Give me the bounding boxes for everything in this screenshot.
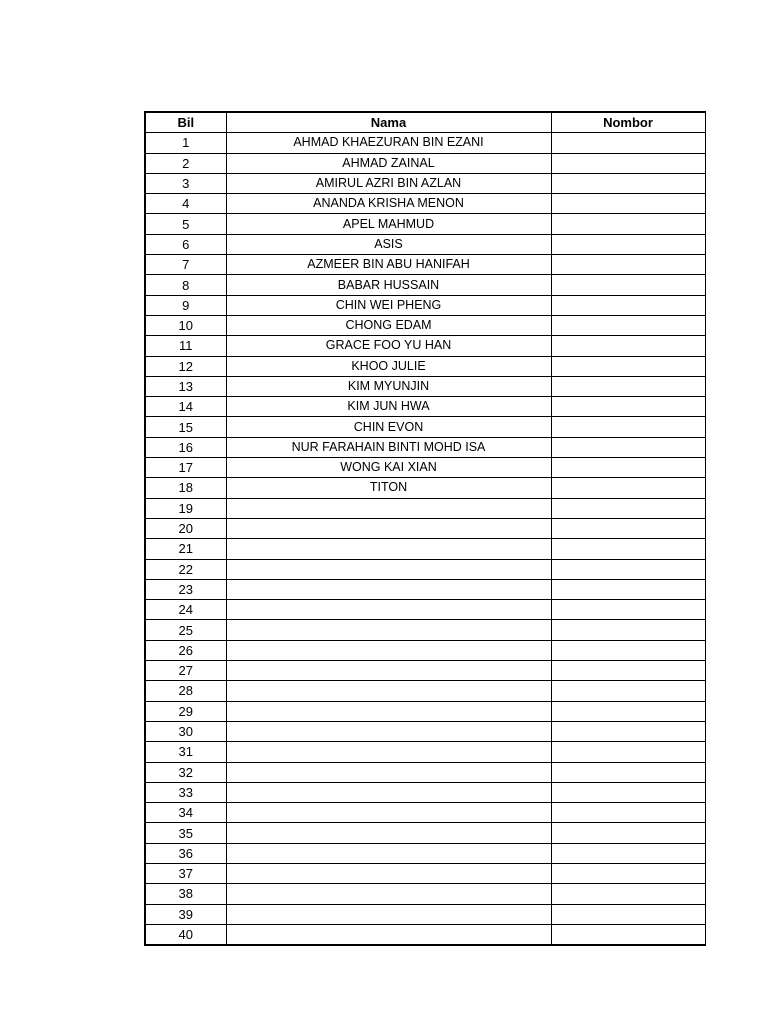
cell-bil: 23 — [145, 579, 226, 599]
table-row — [145, 924, 705, 945]
table-row — [145, 234, 705, 254]
cell-bil: 34 — [145, 803, 226, 823]
cell-nombor — [551, 173, 705, 193]
cell-bil: 13 — [145, 376, 226, 396]
table-row — [145, 315, 705, 335]
cell-nama: GRACE FOO YU HAN — [226, 336, 551, 356]
cell-nama: ANANDA KRISHA MENON — [226, 194, 551, 214]
cell-nombor — [551, 924, 705, 945]
table-row — [145, 417, 705, 437]
table-row — [145, 559, 705, 579]
cell-bil: 27 — [145, 661, 226, 681]
cell-nombor — [551, 275, 705, 295]
cell-bil: 5 — [145, 214, 226, 234]
cell-nombor — [551, 234, 705, 254]
cell-bil: 24 — [145, 600, 226, 620]
cell-bil: 2 — [145, 153, 226, 173]
cell-bil: 6 — [145, 234, 226, 254]
cell-bil: 40 — [145, 924, 226, 945]
cell-bil: 7 — [145, 255, 226, 275]
header-bil: Bil — [145, 112, 226, 133]
cell-nombor — [551, 397, 705, 417]
cell-nama: BABAR HUSSAIN — [226, 275, 551, 295]
cell-nama — [226, 721, 551, 741]
table-row — [145, 884, 705, 904]
cell-nama — [226, 661, 551, 681]
cell-bil: 31 — [145, 742, 226, 762]
cell-bil: 38 — [145, 884, 226, 904]
cell-nama — [226, 863, 551, 883]
table-row — [145, 620, 705, 640]
cell-nombor — [551, 559, 705, 579]
table-row — [145, 478, 705, 498]
cell-bil: 18 — [145, 478, 226, 498]
cell-bil: 22 — [145, 559, 226, 579]
cell-nombor — [551, 579, 705, 599]
cell-nombor — [551, 782, 705, 802]
table-row — [145, 153, 705, 173]
cell-nombor — [551, 904, 705, 924]
cell-nama: KIM JUN HWA — [226, 397, 551, 417]
cell-nama: ASIS — [226, 234, 551, 254]
cell-bil: 32 — [145, 762, 226, 782]
cell-nama — [226, 681, 551, 701]
cell-nombor — [551, 255, 705, 275]
table-row — [145, 133, 705, 153]
cell-bil: 15 — [145, 417, 226, 437]
cell-bil: 12 — [145, 356, 226, 376]
cell-nombor — [551, 356, 705, 376]
cell-nama — [226, 640, 551, 660]
cell-nama — [226, 518, 551, 538]
table-row — [145, 397, 705, 417]
cell-nama: KHOO JULIE — [226, 356, 551, 376]
cell-nombor — [551, 417, 705, 437]
cell-bil: 37 — [145, 863, 226, 883]
cell-bil: 30 — [145, 721, 226, 741]
cell-bil: 33 — [145, 782, 226, 802]
cell-nombor — [551, 498, 705, 518]
cell-nama — [226, 924, 551, 945]
cell-nama — [226, 498, 551, 518]
table-row — [145, 863, 705, 883]
cell-nombor — [551, 803, 705, 823]
cell-nama: AHMAD ZAINAL — [226, 153, 551, 173]
cell-nombor — [551, 133, 705, 153]
cell-nama — [226, 823, 551, 843]
cell-nombor — [551, 194, 705, 214]
table-header-row — [145, 112, 705, 133]
cell-nombor — [551, 742, 705, 762]
header-nama: Nama — [226, 112, 551, 133]
table-row — [145, 275, 705, 295]
name-list-table — [144, 111, 706, 946]
cell-nombor — [551, 214, 705, 234]
cell-nombor — [551, 620, 705, 640]
table-row — [145, 803, 705, 823]
table-row — [145, 255, 705, 275]
cell-nombor — [551, 823, 705, 843]
table-row — [145, 458, 705, 478]
table-row — [145, 336, 705, 356]
cell-nombor — [551, 640, 705, 660]
cell-nama — [226, 904, 551, 924]
cell-nombor — [551, 295, 705, 315]
table-row — [145, 742, 705, 762]
table-row — [145, 661, 705, 681]
cell-nama — [226, 620, 551, 640]
cell-nama: AHMAD KHAEZURAN BIN EZANI — [226, 133, 551, 153]
cell-nama — [226, 884, 551, 904]
cell-nombor — [551, 153, 705, 173]
table-row — [145, 843, 705, 863]
cell-nombor — [551, 336, 705, 356]
cell-bil: 9 — [145, 295, 226, 315]
cell-nama: TITON — [226, 478, 551, 498]
table-row — [145, 823, 705, 843]
cell-nama — [226, 782, 551, 802]
cell-nama — [226, 701, 551, 721]
cell-bil: 4 — [145, 194, 226, 214]
cell-nombor — [551, 478, 705, 498]
cell-nombor — [551, 701, 705, 721]
cell-nombor — [551, 762, 705, 782]
cell-bil: 3 — [145, 173, 226, 193]
cell-bil: 10 — [145, 315, 226, 335]
cell-bil: 39 — [145, 904, 226, 924]
table-row — [145, 173, 705, 193]
table-row — [145, 437, 705, 457]
cell-nombor — [551, 518, 705, 538]
cell-nama — [226, 803, 551, 823]
table-row — [145, 600, 705, 620]
cell-nama — [226, 600, 551, 620]
cell-bil: 26 — [145, 640, 226, 660]
cell-bil: 14 — [145, 397, 226, 417]
cell-bil: 8 — [145, 275, 226, 295]
cell-bil: 19 — [145, 498, 226, 518]
cell-nama: AMIRUL AZRI BIN AZLAN — [226, 173, 551, 193]
table-body — [145, 133, 705, 945]
cell-nombor — [551, 884, 705, 904]
cell-nombor — [551, 600, 705, 620]
cell-nama: CHIN EVON — [226, 417, 551, 437]
cell-nama: NUR FARAHAIN BINTI MOHD ISA — [226, 437, 551, 457]
cell-nombor — [551, 661, 705, 681]
cell-bil: 29 — [145, 701, 226, 721]
cell-bil: 1 — [145, 133, 226, 153]
cell-nombor — [551, 681, 705, 701]
cell-nama: CHONG EDAM — [226, 315, 551, 335]
cell-bil: 35 — [145, 823, 226, 843]
table-row — [145, 214, 705, 234]
cell-bil: 17 — [145, 458, 226, 478]
cell-nama — [226, 742, 551, 762]
cell-bil: 20 — [145, 518, 226, 538]
cell-nombor — [551, 315, 705, 335]
cell-nombor — [551, 863, 705, 883]
cell-bil: 21 — [145, 539, 226, 559]
cell-nama: KIM MYUNJIN — [226, 376, 551, 396]
table-row — [145, 681, 705, 701]
table-row — [145, 498, 705, 518]
cell-nama — [226, 559, 551, 579]
cell-nombor — [551, 721, 705, 741]
table-row — [145, 701, 705, 721]
cell-nama: AZMEER BIN ABU HANIFAH — [226, 255, 551, 275]
cell-nama: WONG KAI XIAN — [226, 458, 551, 478]
header-nombor: Nombor — [551, 112, 705, 133]
cell-nama — [226, 579, 551, 599]
table-row — [145, 376, 705, 396]
cell-nombor — [551, 843, 705, 863]
table-row — [145, 518, 705, 538]
table-row — [145, 762, 705, 782]
cell-nama — [226, 762, 551, 782]
cell-nombor — [551, 437, 705, 457]
cell-nama — [226, 843, 551, 863]
cell-nama: CHIN WEI PHENG — [226, 295, 551, 315]
cell-bil: 11 — [145, 336, 226, 356]
table-row — [145, 721, 705, 741]
table-row — [145, 904, 705, 924]
cell-bil: 36 — [145, 843, 226, 863]
cell-nama: APEL MAHMUD — [226, 214, 551, 234]
table-viewport — [144, 111, 653, 949]
table-row — [145, 579, 705, 599]
table-row — [145, 539, 705, 559]
table-row — [145, 782, 705, 802]
cell-nama — [226, 539, 551, 559]
table-row — [145, 640, 705, 660]
cell-bil: 16 — [145, 437, 226, 457]
table-row — [145, 295, 705, 315]
cell-nombor — [551, 458, 705, 478]
cell-bil: 25 — [145, 620, 226, 640]
cell-bil: 28 — [145, 681, 226, 701]
cell-nombor — [551, 539, 705, 559]
table-row — [145, 194, 705, 214]
cell-nombor — [551, 376, 705, 396]
table-row — [145, 356, 705, 376]
